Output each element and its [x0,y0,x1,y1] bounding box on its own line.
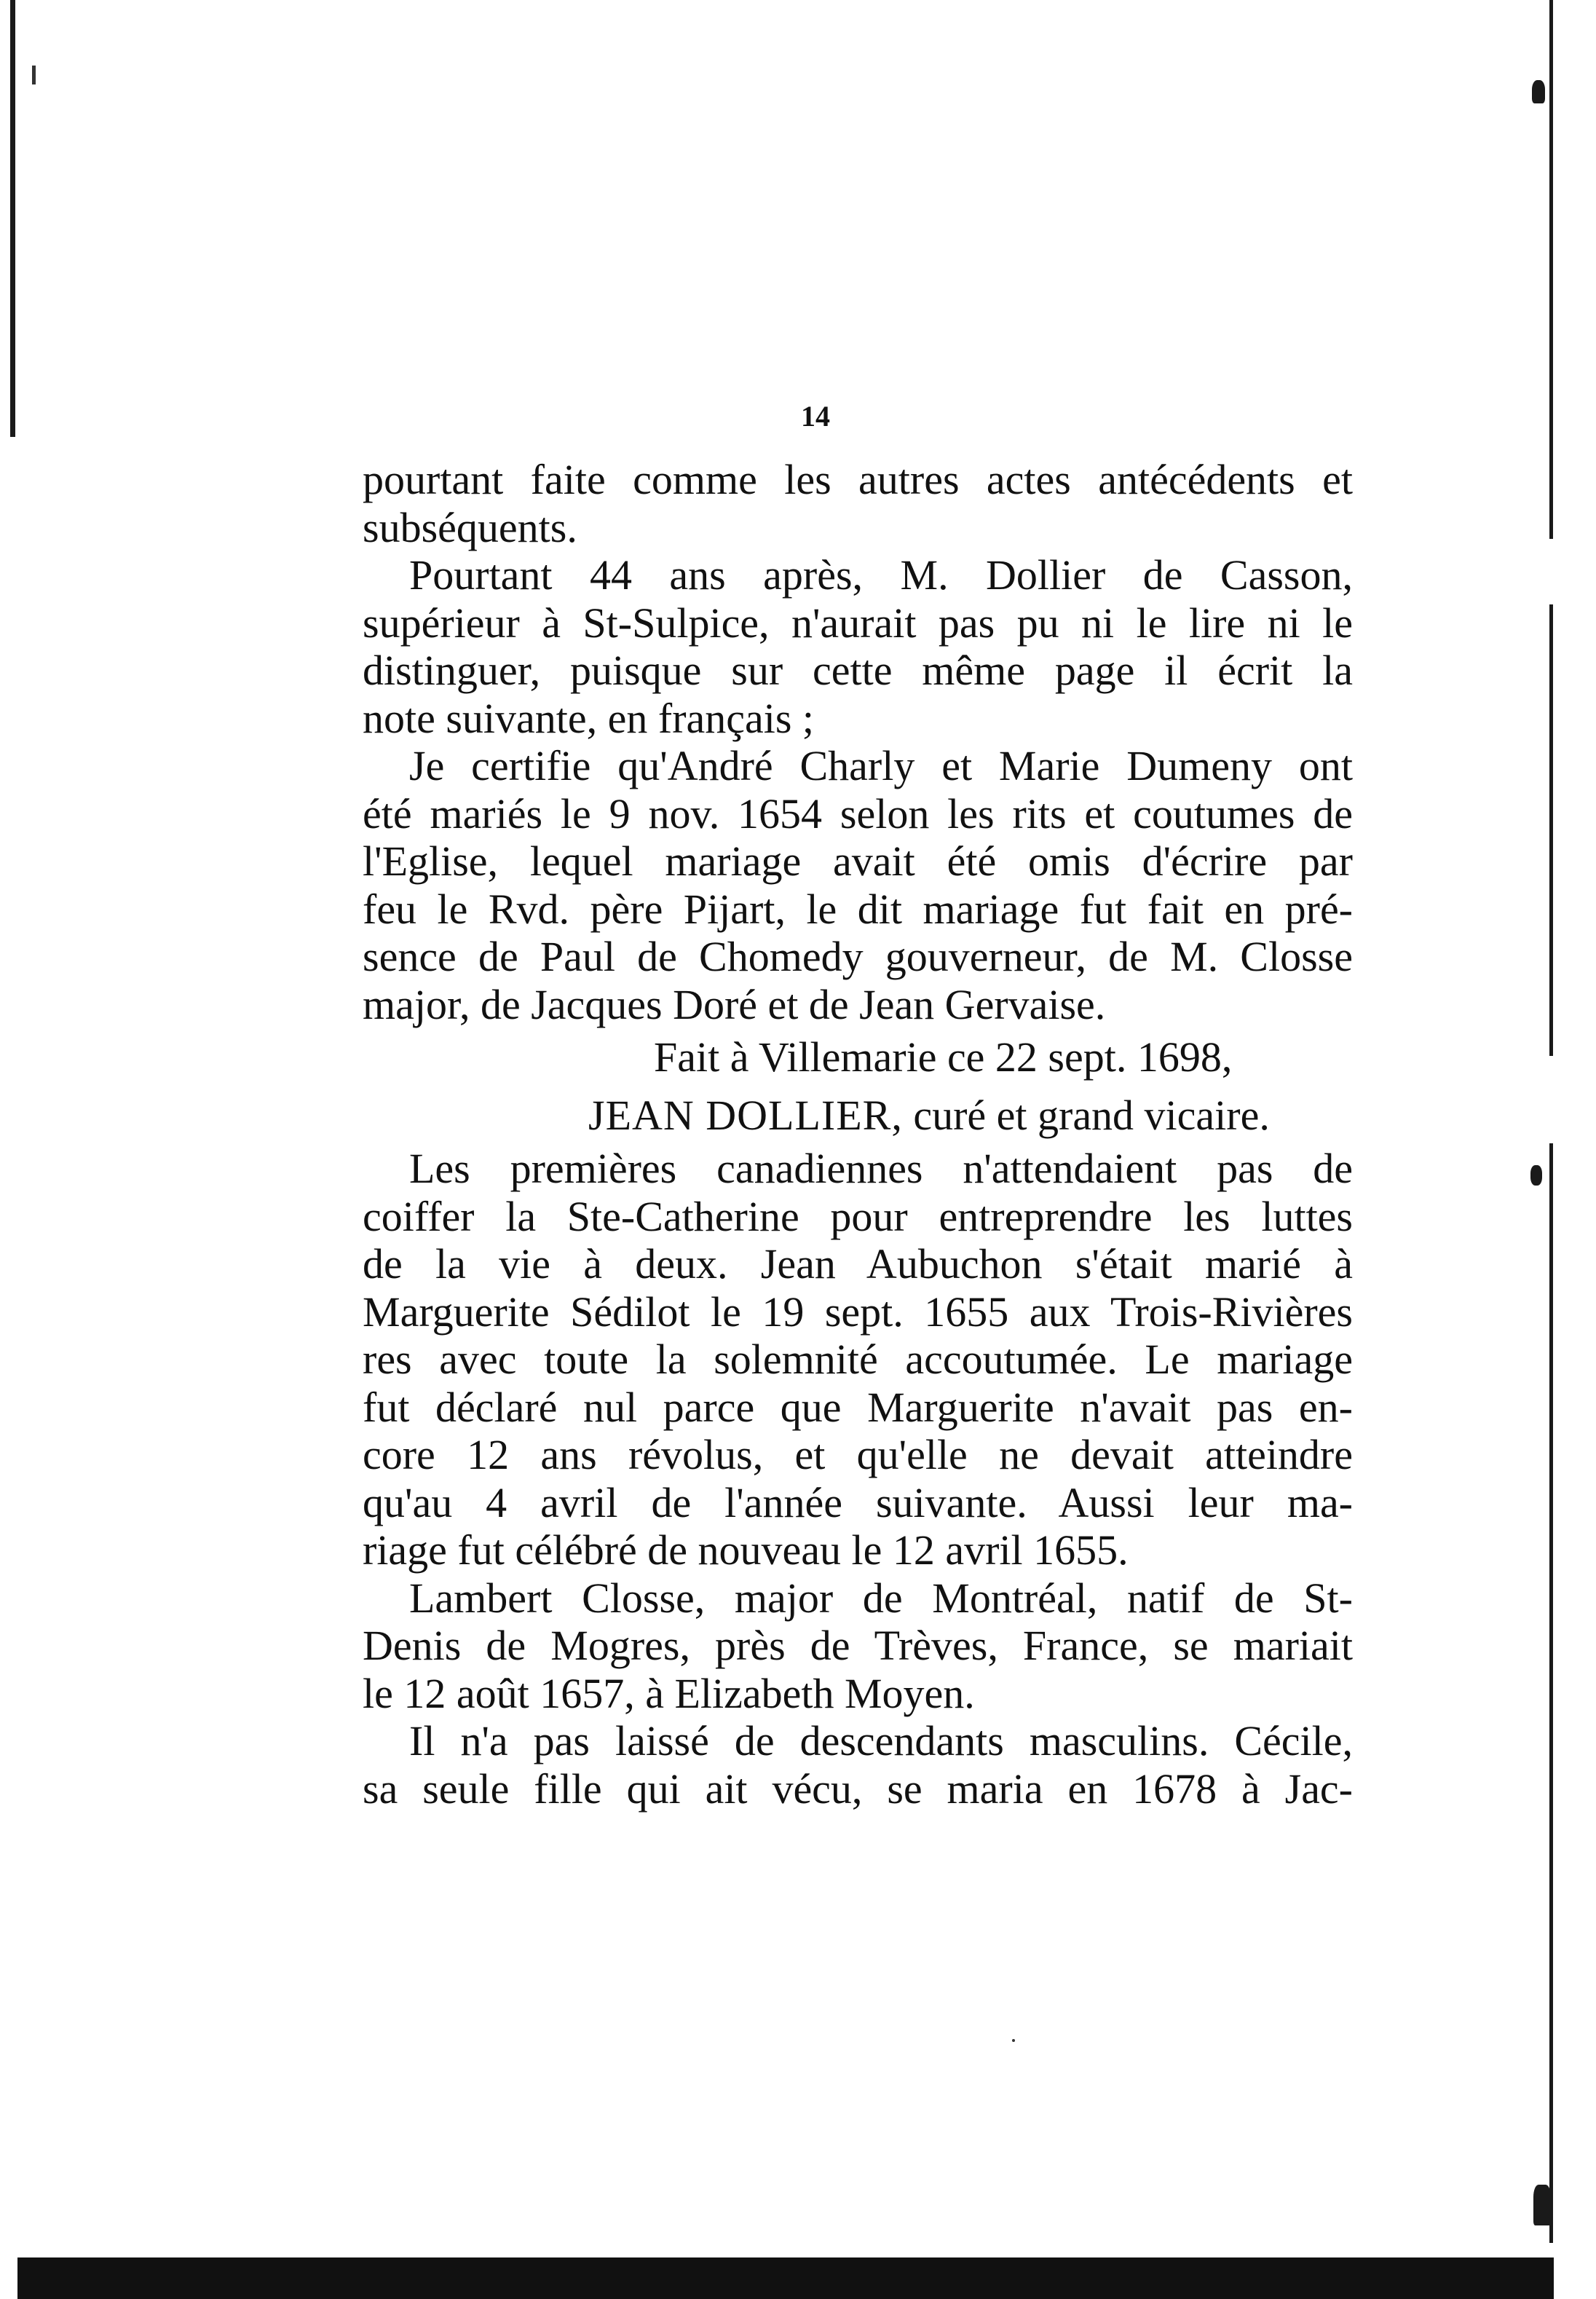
scan-edge-mark [1533,2185,1551,2225]
scan-speck [1012,2039,1015,2042]
text-line: le 12 août 1657, à Elizabeth Moyen. [363,1669,975,1717]
text-line: Lambert Closse, major de Montréal, natif de St- [409,1574,1353,1622]
scan-speck [32,66,36,84]
text-line: été mariés le 9 nov. 1654 selon les rits et coutumes de [363,789,1353,837]
text-line: de la vie à deux. Jean Aubuchon s'était marié à [363,1240,1353,1287]
scan-edge-gap [1544,1056,1558,1143]
text-line: Les premières canadiennes n'attendaient pas de [409,1145,1353,1192]
signature-name: JEAN DOLLIER, [588,1092,903,1139]
text-line: sa seule fille qui ait vécu, se maria en 1678 à Jac- [363,1764,1353,1813]
text-line: coiffer la Ste-Catherine pour entreprendre les luttes [363,1192,1353,1240]
signature [363,1087,1353,1145]
signature-title: curé et grand vicaire. [902,1092,1270,1139]
text-line: Denis de Mogres, près de Trèves, France, se mariait [363,1622,1353,1669]
text-line: Marguerite Sédilot le 19 sept. 1655 aux Trois-Rivières [363,1287,1353,1336]
text-line: Il n'a pas laissé de descendants masculins. Cécile, [409,1717,1353,1764]
text-line: Pourtant 44 ans après, M. Dollier de Casson, [409,551,1353,599]
page-number: 14 [801,400,830,433]
text-line: core 12 ans révolus, et qu'elle ne devait atteindre [363,1431,1353,1478]
text-line: Je certifie qu'André Charly et Marie Dumeny ont [409,742,1353,789]
text-line: pourtant faite comme les autres actes antécédents et [363,456,1353,503]
scan-edge-mark [1530,1165,1542,1186]
text-line: l'Eglise, lequel mariage avait été omis d'écrire par [363,837,1353,885]
scan-edge-left [10,0,15,437]
page-text [363,456,1353,1813]
text-line: subséquents. [363,503,577,551]
text-line: supérieur à St-Sulpice, n'aurait pas pu ni le lire ni le [363,599,1353,647]
text-line: qu'au 4 avril de l'année suivante. Aussi leur ma- [363,1478,1353,1526]
text-line: riage fut célébré de nouveau le 12 avril 1655. [363,1526,1129,1574]
text-line: feu le Rvd. père Pijart, le dit mariage fut fait en pré- [363,885,1353,933]
scan-edge-gap [1544,539,1558,604]
scan-edge-mark [1532,80,1545,103]
text-line: sence de Paul de Chomedy gouverneur, de M. Closse [363,933,1353,980]
text-line: major, de Jacques Doré et de Jean Gervaise. [363,980,1106,1028]
text-line: distinguer, puisque sur cette même page il écrit la [363,647,1353,694]
text-line: res avec toute la solemnité accoutumée. Le mariage [363,1336,1353,1383]
signature-place-date: Fait à Villemarie ce 22 sept. 1698, [654,1033,1233,1081]
text-line: note suivante, en français ; [363,694,815,742]
scan-bottom-bar [17,2257,1554,2299]
text-line: fut déclaré nul parce que Marguerite n'avait pas en- [363,1383,1353,1431]
